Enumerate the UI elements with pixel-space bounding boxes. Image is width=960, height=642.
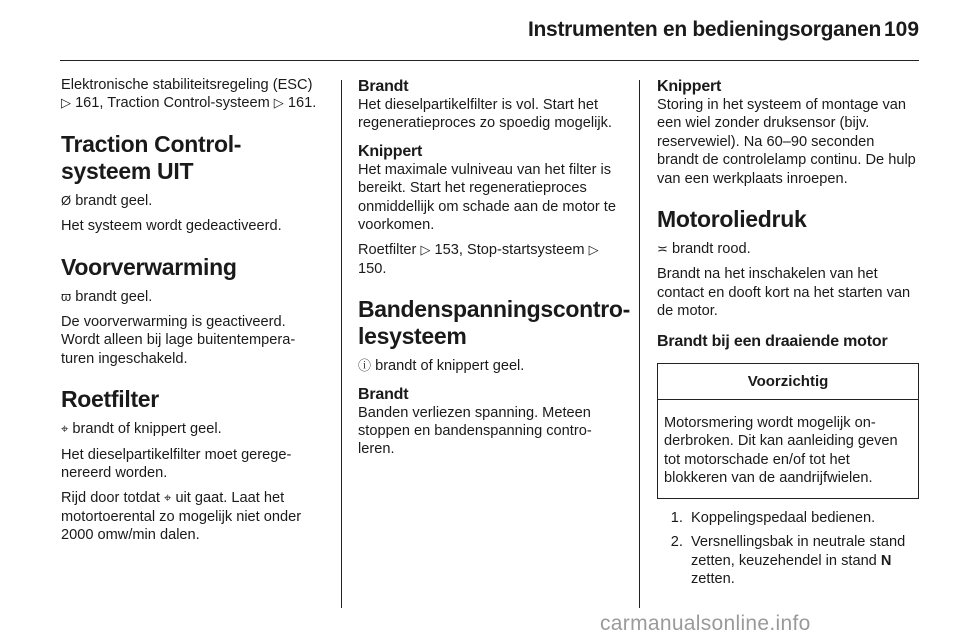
list-item: 2. Versnellingsbak in neutrale stand zetten, keuzehendel in stand N zetten. xyxy=(687,533,919,588)
tpms-knippert-text: Storing in het systeem of montage van een wiel zonder druksensor (bijv. reservewiel). Na 60–90 seconden brandt de controlelamp continu. De hulp van een werkplaats inroepen. xyxy=(657,97,916,187)
oil-text: Brandt na het inschakelen van het contact en dooft kort na het starten van de motor. xyxy=(657,266,911,320)
traction-lamp: Ø brandt geel. xyxy=(61,192,153,209)
oil-running-heading: Brandt bij een draaiende motor xyxy=(657,332,888,350)
filter-references: Roetfilter ▷ 153, Stop-startsysteem ▷ 150. xyxy=(358,242,599,277)
header-rule xyxy=(60,60,919,61)
tpms-heading: Bandenspanningscontrolesysteem xyxy=(358,296,631,350)
preheat-lamp: ϖ brandt geel. xyxy=(61,288,153,305)
brandt-text: Het dieselpartikelfilter is vol. Start het regeneratieproces zo spoedig mogelijk. xyxy=(358,97,612,132)
tpms-brandt-heading: Brandt xyxy=(358,385,409,403)
preheat-heading: Voorverwarming xyxy=(61,253,237,280)
diesel-filter-icon: ⌖ xyxy=(164,490,172,506)
column-3 xyxy=(657,76,919,594)
tpms-knippert-heading: Knippert xyxy=(657,78,722,95)
filter-lamp: ⌖ brandt of knippert geel. xyxy=(61,421,222,438)
brandt-heading: Brandt xyxy=(358,78,409,95)
triangle-right-icon: ▷ xyxy=(420,242,431,258)
knippert-text: Het maximale vulniveau van het filter is bereikt. Start het regeneratieproces onmiddellijk om schade aan de motor te voorkomen. xyxy=(358,161,616,234)
diesel-filter-icon: ⌖ xyxy=(61,421,69,437)
triangle-right-icon: ▷ xyxy=(273,95,284,111)
column-1 xyxy=(61,76,323,552)
oil-lamp: ≍ brandt rood. xyxy=(657,241,751,258)
tpms-lamp: ⓘ brandt of knippert geel. xyxy=(358,358,525,375)
traction-off-icon: Ø xyxy=(61,192,72,208)
filter-heading: Roetfilter xyxy=(61,386,159,413)
knippert-heading: Knippert xyxy=(358,142,423,160)
triangle-right-icon: ▷ xyxy=(588,242,599,258)
list-item: 1. Koppelingspedaal bedienen. xyxy=(687,509,919,527)
glow-plug-icon: ϖ xyxy=(61,288,72,304)
filter-text-2: Rijd door totdat ⌖ uit gaat. Laat het motortoerental zo mogelijk niet onder 2000 omw/min dalen. xyxy=(61,490,302,544)
column-2 xyxy=(358,76,631,466)
column-divider-right xyxy=(639,80,640,608)
tyre-pressure-icon: ⓘ xyxy=(358,358,372,374)
steps-list xyxy=(657,509,919,589)
oil-heading: Motoroliedruk xyxy=(657,206,807,233)
traction-text: Het systeem wordt gedeactiveerd. xyxy=(61,218,282,235)
caution-title: Voorzichtig xyxy=(658,364,918,400)
filter-text-1: Het dieselpartikelfilter moet geregenereerd worden. xyxy=(61,446,292,482)
tpms-brandt-text: Banden verliezen spanning. Meteen stoppen en bandenspanning controleren. xyxy=(358,404,592,458)
triangle-right-icon: ▷ xyxy=(61,95,71,111)
caution-text: Motorsmering wordt mogelijk onderbroken. Dit kan aanleiding geven tot motorschade en/of tot het blokkeren van de aandrijfwielen. xyxy=(664,415,898,487)
column-divider-left xyxy=(341,80,342,608)
intro-paragraph: Elektronische stabiliteitsregeling (ESC) ▷ 161, Traction Control-systeem ▷ 161. xyxy=(61,77,317,112)
oil-can-icon: ≍ xyxy=(657,241,668,257)
page-number: 109 xyxy=(884,18,920,41)
watermark: carmanualsonline.info xyxy=(600,612,811,635)
running-header-title: Instrumenten en bedieningsorganen xyxy=(528,18,881,41)
caution-box xyxy=(657,363,919,499)
traction-heading: Traction Control-systeem UIT xyxy=(61,130,242,184)
preheat-text: De voorverwarming is geactiveerd. Wordt alleen bij lage buitentemperaturen ingeschakeld. xyxy=(61,314,296,367)
